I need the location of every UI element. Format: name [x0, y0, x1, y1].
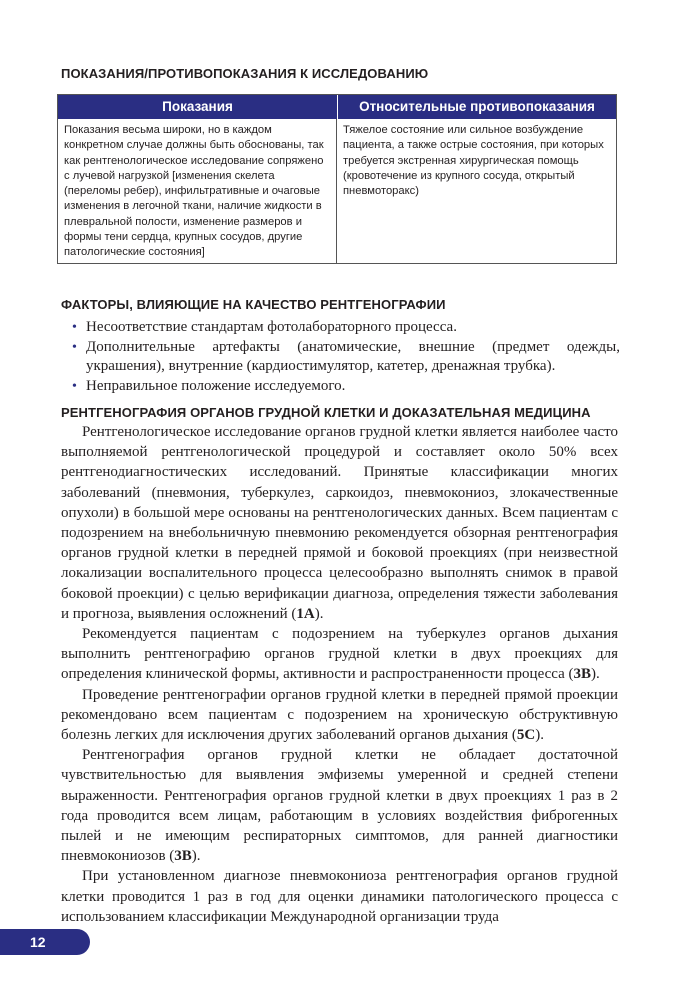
list-item-text: Несоответствие стандартам фотолабораторного процесса.: [86, 319, 457, 335]
factors-section-heading: ФАКТОРЫ, ВЛИЯЮЩИЕ НА КАЧЕСТВО РЕНТГЕНОГРАФИИ: [61, 297, 446, 312]
paragraph-text: Рентгенография органов грудной клетки не обладает достаточной чувствительностью для выявления эмфиземы умеренной и средней степени выраженности. Рентгенография органов грудной клетки в двух проекциях 1 раз в 2 года проводится всем лицам, работающим в условиях воздействия фиброгенных пылей и не имеющим респираторных симптомов, для ранней диагностики пневмокониозов (: [61, 747, 618, 865]
factors-list: [72, 318, 620, 396]
evidence-grade: 1А: [296, 605, 315, 622]
paragraph-text: Проведение рентгенографии органов грудной клетки в передней прямой проекции рекомендовано всем пациентам с подозрением на хроническую обструктивную болезнь легких для исключения других заболеваний органов дыхания (: [61, 686, 618, 744]
page-number: 12: [30, 934, 46, 950]
list-item: [72, 377, 620, 397]
paragraph: [61, 422, 618, 624]
evidence-section-heading: РЕНТГЕНОГРАФИЯ ОРГАНОВ ГРУДНОЙ КЛЕТКИ И ДОКАЗАТЕЛЬНАЯ МЕДИЦИНА: [61, 405, 591, 420]
body-text: [61, 422, 618, 927]
paragraph: [61, 624, 618, 685]
paragraph: [61, 866, 618, 927]
paragraph-tail: ).: [191, 848, 201, 865]
table-section-heading: ПОКАЗАНИЯ/ПРОТИВОПОКАЗАНИЯ К ИССЛЕДОВАНИЮ: [61, 66, 429, 81]
paragraph-tail: ).: [591, 666, 600, 683]
table-cell-contraindications: Тяжелое состояние или сильное возбуждение пациента, а также острые состояния, при которых требуется экстренная хирургическая помощь (кровотечение из крупного сосуда, открытый пневмоторакс): [343, 124, 604, 198]
paragraph: [61, 745, 618, 866]
paragraph-tail: ).: [535, 727, 544, 744]
table-header-indications: Показания: [58, 95, 338, 119]
paragraph-text: При установленном диагнозе пневмокониоза рентгенография органов грудной клетки проводится 1 раз в год для оценки динамики патологического процесса с использованием классификации Международной организации труда: [61, 868, 618, 925]
paragraph: [61, 685, 618, 746]
table-cell-indications: Показания весьма широки, но в каждом конкретном случае должны быть обоснованы, так как рентгенологическое исследование сопряжено с лучевой нагрузкой [изменения скелета (переломы ребер), инфильтративные и очаговые изменения в легочной ткани, наличие жидкости в плевральной полости, изменение размеров и формы тени сердца, крупных сосудов, другие патологические состояния]: [58, 119, 337, 263]
table-header-contraindications: Относительные противопоказания: [359, 99, 595, 114]
evidence-grade: 3В: [174, 848, 192, 865]
bullet-icon: •: [72, 378, 77, 394]
evidence-grade: 5С: [516, 727, 536, 744]
paragraph-text: Рекомендуется пациентам с подозрением на туберкулез органов дыхания выполнить рентгенографию органов грудной клетки в двух проекциях для определения клинической формы, активности и распространенности процесса (: [61, 626, 618, 683]
list-item: [72, 318, 620, 338]
bullet-icon: •: [72, 320, 77, 335]
paragraph-tail: ).: [314, 605, 324, 622]
evidence-grade: 3В: [573, 666, 592, 683]
page-number-tab: [0, 929, 90, 955]
bullet-icon: •: [72, 339, 77, 355]
table-row: [58, 119, 616, 263]
paragraph-text: Рентгенологическое исследование органов грудной клетки является наиболее часто выполняемой рентгенологической процедурой и составляет около 50% всех рентгенодиагностических исследований. Принятые классификации многих заболеваний (пневмония, туберкулез, саркоидоз, пневмокониоз, злокачественные опухоли) в большой мере основаны на рентгенологических данных. Всем пациентам с подозрением на внебольничную пневмонию рекомендуется обзорная рентгенография органов грудной клетки в передней прямой и боковой проекциях (при неизвестной локализации воспалительного процесса целесообразно выполнять снимок в правой боковой проекции) с целью верификации диагноза, определения тяжести заболевания и прогноза, выявления осложнений (: [61, 424, 618, 622]
table-header-row: [58, 95, 616, 119]
list-item-text: Дополнительные артефакты (анатомические, внешние (предмет одежды, украшения), внутренние (кардиостимулятор, катетер, дренажная трубка).: [86, 338, 620, 374]
list-item-text: Неправильное положение исследуемого.: [86, 377, 346, 394]
indications-table: [57, 94, 617, 264]
list-item: [72, 338, 620, 377]
